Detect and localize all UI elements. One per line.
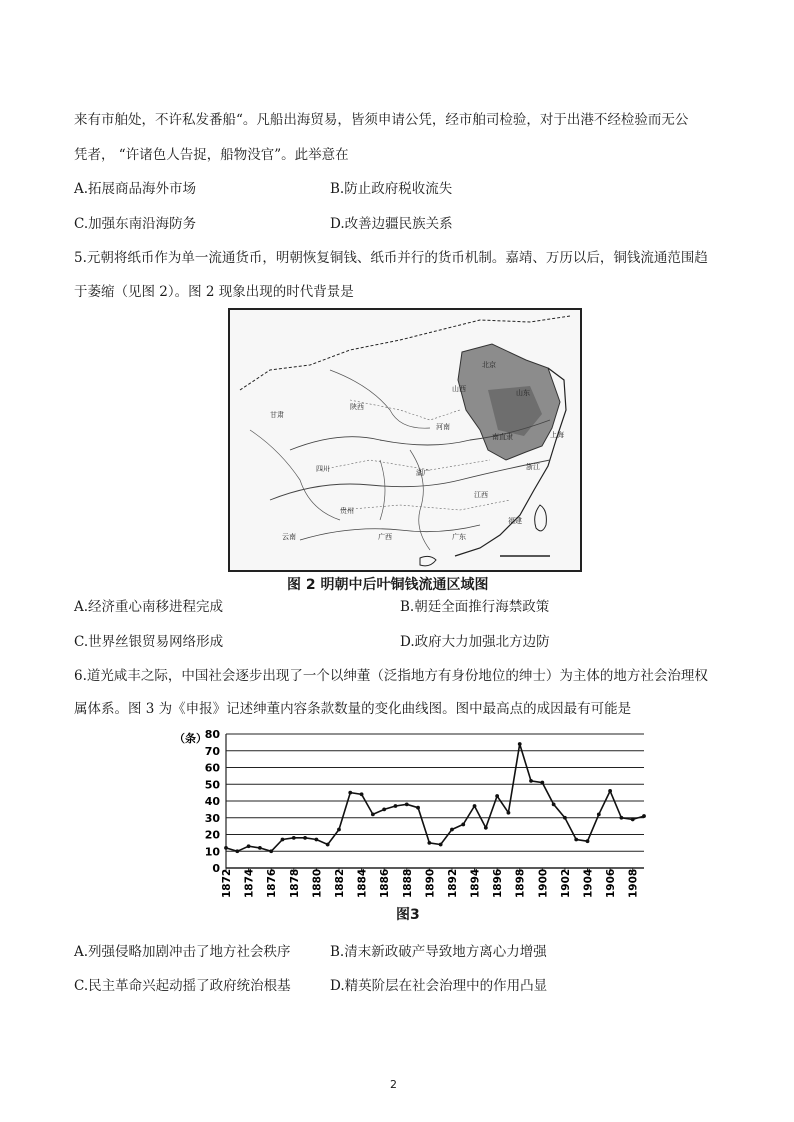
q4-text-line-1: 来有市舶处，不许私发番船“。凡船出海贸易，皆须申请公凭，经市舶司检验，对于出港不经检验而无公: [74, 112, 689, 128]
data-point: [495, 794, 499, 798]
x-tick-label: 1890: [424, 868, 437, 898]
q6-text-line-2: 属体系。图 3 为《申报》记述绅董内容条款数量的变化曲线图。图中最高点的成因最有可能是: [74, 701, 632, 717]
q6-text-line-1: 6.道光咸丰之际，中国社会逐步出现了一个以绅董（泛指地方有身份地位的绅士）为主体的地方社会治理权: [74, 668, 708, 684]
data-point: [281, 838, 285, 842]
yangtze-river: [270, 460, 550, 500]
q4-option-d: D.改善边疆民族关系: [330, 216, 453, 232]
data-point: [382, 807, 386, 811]
q6-option-c: C.民主革命兴起动摇了政府统治根基: [74, 978, 291, 994]
map-label-zhejiang: 浙江: [526, 463, 540, 471]
q4-option-a: A.拓展商品海外市场: [74, 181, 197, 197]
x-tick-label: 1884: [356, 868, 369, 898]
y-axis-label: （条）: [174, 732, 207, 745]
q5-option-a: A.经济重心南移进程完成: [74, 599, 224, 615]
data-point: [371, 813, 375, 817]
river-branch-2: [250, 430, 340, 520]
province-border-2: [320, 460, 490, 470]
y-tick-label: 0: [212, 862, 220, 875]
map-label-nanzhili: 南直隶: [492, 433, 513, 441]
river-branch-4: [380, 460, 385, 520]
x-tick-label: 1898: [514, 868, 527, 898]
figure-2-caption: 图 2 明朝中后叶铜钱流通区域图: [287, 577, 489, 593]
data-point: [563, 816, 567, 820]
river-branch-1: [330, 370, 430, 428]
ming-copper-map: [228, 308, 582, 572]
x-tick-label: 1872: [221, 868, 233, 898]
data-point: [348, 791, 352, 795]
data-point: [326, 843, 330, 847]
data-point: [529, 779, 533, 783]
y-tick-label: 50: [204, 778, 220, 792]
map-label-shanxi: 山西: [452, 385, 466, 393]
data-point: [439, 843, 443, 847]
q5-text-line-1: 5.元朝将纸币作为单一流通货币，明朝恢复铜钱、纸币并行的货币机制。嘉靖、万历以后，铜钱流通范围趋: [74, 250, 708, 266]
data-point: [484, 826, 488, 830]
data-point: [620, 816, 624, 820]
data-point: [507, 811, 511, 815]
figure-3-chart: [170, 726, 660, 906]
x-tick-label: 1878: [288, 868, 301, 898]
x-tick-label: 1896: [492, 868, 505, 898]
data-point: [427, 841, 431, 845]
y-tick-label: 30: [204, 811, 220, 825]
map-label-shandong: 山东: [516, 389, 530, 397]
q6-option-a: A.列强侵略加剧冲击了地方社会秩序: [74, 944, 291, 960]
map-label-beijing: 北京: [482, 361, 496, 369]
taiwan-island: [535, 505, 547, 531]
map-label-gansu: 甘肃: [270, 411, 284, 419]
x-tick-label: 1880: [311, 868, 324, 898]
q6-option-b: B.清末新政破产导致地方离心力增强: [330, 944, 547, 960]
map-label-yunnan: 云南: [282, 533, 296, 541]
data-point: [574, 838, 578, 842]
map-label-guizhou: 贵州: [340, 507, 354, 515]
map-label-guangxi: 广西: [378, 533, 392, 541]
x-tick-label: 1908: [627, 868, 640, 898]
data-point: [247, 844, 251, 848]
y-tick-label: 70: [204, 744, 220, 758]
q4-option-b: B.防止政府税收流失: [330, 181, 453, 197]
map-label-huguang: 湖广: [416, 469, 430, 477]
data-point: [473, 804, 477, 808]
q5-option-b: B.朝廷全面推行海禁政策: [400, 599, 550, 615]
data-point: [608, 789, 612, 793]
data-point: [552, 802, 556, 806]
map-label-shaanxi: 陕西: [350, 403, 364, 411]
data-point: [269, 849, 273, 853]
map-outline: [230, 310, 580, 570]
page-number: 2: [390, 1078, 397, 1091]
hainan-island: [420, 556, 436, 565]
x-tick-label: 1900: [537, 868, 550, 898]
data-point: [461, 823, 465, 827]
map-label-jiangxi: 江西: [474, 491, 488, 499]
data-point: [405, 802, 409, 806]
data-point: [631, 818, 635, 822]
data-point: [314, 838, 318, 842]
y-tick-label: 80: [204, 728, 220, 741]
x-tick-label: 1902: [559, 868, 572, 898]
data-point: [360, 792, 364, 796]
q4-text-line-2: 凭者， “许诸色人告捉，船物没官”。此举意在: [74, 147, 349, 163]
q6-option-d: D.精英阶层在社会治理中的作用凸显: [330, 978, 548, 994]
data-point: [394, 804, 398, 808]
series-line: [226, 744, 644, 851]
y-tick-label: 10: [204, 845, 220, 859]
map-label-guangdong: 广东: [452, 533, 466, 541]
province-border-3: [340, 500, 510, 510]
data-point: [642, 814, 646, 818]
q5-option-c: C.世界丝银贸易网络形成: [74, 634, 224, 650]
q5-text-line-2: 于萎缩（见图 2）。图 2 现象出现的时代背景是: [74, 284, 354, 300]
q4-option-c: C.加强东南沿海防务: [74, 216, 197, 232]
river-branch-3: [410, 450, 430, 550]
q5-option-d: D.政府大力加强北方边防: [400, 634, 550, 650]
data-point: [303, 836, 307, 840]
map-label-sichuan: 四川: [316, 465, 330, 473]
x-tick-label: 1874: [243, 868, 256, 898]
data-point: [258, 846, 262, 850]
x-tick-label: 1906: [605, 868, 618, 898]
x-tick-label: 1888: [401, 868, 414, 898]
data-point: [292, 836, 296, 840]
map-label-fujian: 福建: [508, 517, 522, 525]
province-border-1: [350, 400, 460, 420]
x-tick-label: 1876: [266, 868, 279, 898]
y-tick-label: 40: [204, 795, 220, 808]
data-point: [337, 828, 341, 832]
y-tick-label: 20: [204, 828, 220, 842]
x-tick-label: 1886: [379, 868, 392, 898]
map-label-henan: 河南: [436, 423, 450, 431]
map-label-shanghai: 上海: [550, 431, 564, 439]
data-point: [224, 846, 228, 850]
x-tick-label: 1882: [333, 868, 346, 898]
x-tick-label: 1894: [469, 868, 482, 898]
data-point: [540, 781, 544, 785]
data-point: [450, 828, 454, 832]
x-tick-label: 1904: [582, 868, 595, 898]
data-point: [518, 742, 522, 746]
x-tick-label: 1892: [446, 868, 459, 898]
figure-3-caption: 图3: [396, 907, 420, 923]
data-point: [235, 849, 239, 853]
data-point: [597, 813, 601, 817]
y-tick-label: 60: [204, 761, 220, 775]
data-point: [586, 839, 590, 843]
data-point: [416, 806, 420, 810]
